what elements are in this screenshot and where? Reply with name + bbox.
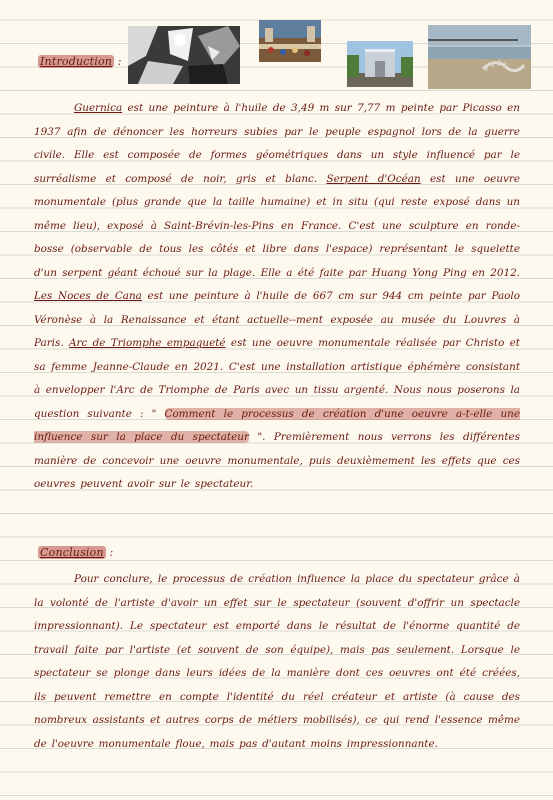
intro-text: est une peinture à l'huile de 667 cm sur 944 cm peinte par Paolo Véronèse à la Renaissance et étant actuelle--ment exposée au musée du Louvres à Paris.	[34, 290, 520, 349]
intro-text: est une oeuvre monumentale (plus grande que la taille humaine) et in situ (qui reste exposé dans un même lieu), exposé à Saint-Brévin-les-Pins en France. C'est une sculpture en ronde-bosse (observable de tous les côtés et libre dans l'espace) représentant le squelette d'un serpent géant échoué sur la plage. Elle a été faite par Huang Yong Ping en 2012.	[34, 172, 520, 279]
arc-de-triomphe-empaquete-image	[347, 41, 413, 87]
intro-text: est une peinture à l'huile de 3,49 m sur 7,77 m peinte par Picasso en 1937 afin de dénoncer les horreurs subies par le peuple espagnol lors de la guerre civile. Elle est composée de formes géométriques dans un style influencé par le surréalisme et composé de noir, gris et blanc.	[34, 102, 520, 185]
problem-question: Comment le processus de création d'une oeuvre a-t-elle une influence sur la place du spectateur	[34, 407, 520, 443]
arc-title: Arc de Triomphe empaqueté	[68, 337, 226, 349]
conclusion-heading	[38, 546, 113, 559]
noces-title: Les Noces de Cana	[34, 290, 142, 302]
intro-text: est une oeuvre monumentale réalisée par Christo et sa femme Jeanne-Claude en 2021. C'est une installation artistique éphémère consistant à envelopper l'Arc de Triomphe de Paris avec un tissu argenté. Nous nous poserons la question suivante : "	[34, 337, 520, 420]
conclusion-paragraph	[34, 568, 520, 793]
serpent-d-ocean-image	[428, 25, 531, 89]
guernica-image	[128, 26, 240, 84]
serpent-title: Serpent d'Océan	[326, 172, 421, 185]
noces-de-cana-image	[259, 20, 321, 62]
introduction-title: Introduction	[40, 55, 113, 68]
introduction-heading	[38, 55, 122, 68]
conclusion-text: Pour conclure, le processus de création influence la place du spectateur grâce à la volonté de l'artiste d'avoir un effet sur le spectateur (souvent d'offrir un spectacle impressionnant). Le spectateur est emporté dans le résultat de l'énorme quantité de travail faite par l'artiste (et souvent de son équipe), mais pas seulement. Lorsque le spectateur se plonge dans leurs idées de la manière dont ces oeuvres ont été créées, ils peuvent remettre en compte l'identité du réel créateur et artiste (à cause des nombreux assistants et autres corps de métiers mobilisés), ce qui rend l'essence même de l'oeuvre monumentale floue, mais pas d'autant moins impressionnante.	[34, 573, 520, 750]
introduction-paragraph	[34, 97, 520, 527]
conclusion-title: Conclusion	[40, 546, 104, 559]
introduction-colon: :	[114, 55, 122, 68]
guernica-title: Guernica	[74, 102, 123, 114]
conclusion-colon: :	[105, 546, 114, 559]
intro-text: ". Premièrement nous verrons les différentes manière de concevoir une oeuvre monumentale, puis deuxièmement les effets que ces oeuvres peuvent avoir sur le spectateur.	[34, 431, 520, 490]
